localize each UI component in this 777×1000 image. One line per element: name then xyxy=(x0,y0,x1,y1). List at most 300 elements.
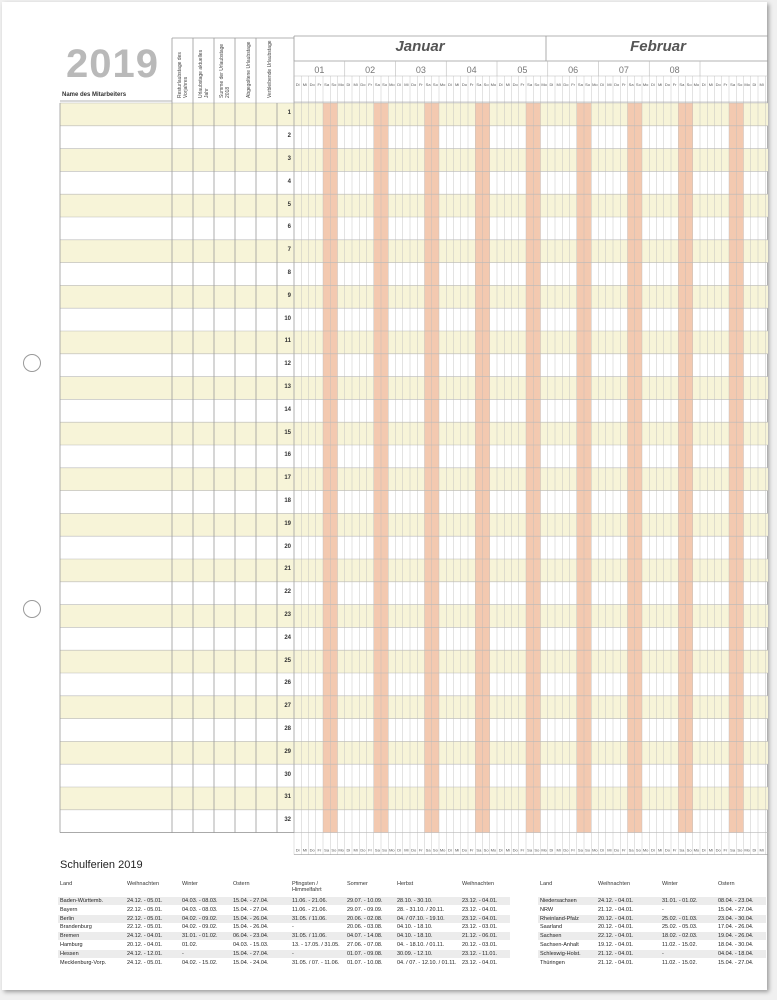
table-cell: 20.12. - 03.01. xyxy=(462,942,498,948)
table-cell: 23.12. - 11.01. xyxy=(462,950,498,957)
row-number: 4 xyxy=(287,178,291,185)
day-label: Mi xyxy=(302,82,307,87)
table-cell: 13. - 17.05. / 31.05. xyxy=(292,942,340,948)
day-label: Mi xyxy=(708,847,713,853)
day-label: Sa xyxy=(679,82,685,87)
day-label: So xyxy=(585,847,591,853)
day-label: So xyxy=(382,847,388,853)
day-label: Fr xyxy=(368,847,373,853)
schulferien-header: Ostern xyxy=(233,881,250,887)
row-band xyxy=(60,149,768,172)
week-number: 01 xyxy=(314,65,325,75)
row-number: 2 xyxy=(287,133,291,140)
week-number: 02 xyxy=(365,65,376,75)
day-label: So xyxy=(686,82,692,87)
day-label: Fr xyxy=(723,82,728,87)
table-cell: 22.12. - 05.01. xyxy=(127,915,163,922)
day-label: Fr xyxy=(571,82,576,87)
day-label: Do xyxy=(614,847,620,853)
day-label: Di xyxy=(752,82,757,87)
table-cell: 24.12. - 05.01. xyxy=(127,898,163,904)
table-cell: - xyxy=(292,950,294,957)
table-cell: 20.12. - 04.01. xyxy=(598,915,634,922)
day-label: Fr xyxy=(621,847,626,853)
day-label: Do xyxy=(664,82,670,87)
schulferien-header: Winter xyxy=(182,881,198,887)
day-label: Mo xyxy=(744,847,750,853)
day-label: Mi xyxy=(759,847,764,853)
row-number: 1 xyxy=(287,110,291,117)
day-label: Sa xyxy=(628,82,634,87)
row-band xyxy=(60,741,768,764)
row-number: 17 xyxy=(284,475,291,482)
table-cell: Bremen xyxy=(60,933,80,940)
row-band xyxy=(60,559,768,582)
day-label: Mi xyxy=(353,847,358,853)
day-label: Do xyxy=(715,847,721,853)
table-cell: 04.03. - 08.03. xyxy=(182,898,218,904)
day-label: Do xyxy=(360,847,366,853)
day-label: Sa xyxy=(730,847,736,853)
table-row-band xyxy=(58,932,510,940)
day-label: Sa xyxy=(374,847,380,853)
table-cell: 15.04. - 26.04. xyxy=(233,915,269,922)
day-label: So xyxy=(635,82,641,87)
day-label: Mo xyxy=(642,847,649,853)
day-label: So xyxy=(382,82,388,87)
row-number: 30 xyxy=(284,771,291,778)
day-label: Di xyxy=(701,847,706,853)
day-label: Fr xyxy=(723,847,728,853)
table-cell: 15.04. - 27.04. xyxy=(718,906,754,913)
table-cell: 20.12. - 04.01. xyxy=(598,924,634,931)
row-number: 24 xyxy=(284,634,291,641)
day-label: Do xyxy=(563,847,569,853)
schulferien-header: Winter xyxy=(662,881,678,887)
day-label: Sa xyxy=(476,82,482,87)
day-label: Do xyxy=(512,847,518,853)
table-cell: 25.02. - 05.03. xyxy=(662,924,698,931)
day-label: Fr xyxy=(469,847,474,853)
table-cell: 24.12. - 04.01. xyxy=(127,933,163,940)
row-number: 20 xyxy=(284,543,291,550)
row-number: 27 xyxy=(284,703,291,710)
day-label: Do xyxy=(411,847,417,853)
table-cell: 24.12. - 12.01. xyxy=(127,950,163,957)
table-cell: Saarland xyxy=(540,924,563,931)
table-cell: 22.12. - 05.01. xyxy=(127,924,163,931)
table-cell: Hamburg xyxy=(60,942,83,948)
header-abgegoltene: Abgegoltene Urlaubstage xyxy=(246,41,252,98)
day-label: So xyxy=(483,82,489,87)
table-cell: 23.12. - 03.01. xyxy=(462,924,498,931)
day-label: Fr xyxy=(418,847,423,853)
day-label: Sa xyxy=(425,847,431,853)
table-cell: 17.04. - 26.04. xyxy=(718,924,754,931)
table-cell: 29.07. - 10.09. xyxy=(347,898,383,904)
row-band xyxy=(60,103,768,126)
table-cell: 04. / 07.10. - 19.10. xyxy=(397,915,445,922)
day-label: Fr xyxy=(418,82,423,87)
day-label: Mo xyxy=(541,82,547,87)
table-cell: 01.02. xyxy=(182,942,198,948)
day-label: Mi xyxy=(759,82,764,87)
table-cell: 24.12. - 04.01. xyxy=(598,898,634,904)
week-number: 05 xyxy=(517,65,528,75)
day-label: Di xyxy=(701,82,706,87)
day-label: Do xyxy=(309,847,315,853)
day-label: Do xyxy=(715,82,721,87)
table-cell: Berlin xyxy=(60,915,75,922)
row-number: 5 xyxy=(287,201,291,208)
table-cell: Baden-Württemb. xyxy=(60,898,104,904)
week-number: 04 xyxy=(466,65,477,75)
day-label: Mo xyxy=(490,82,497,87)
month-februar: Februar xyxy=(630,38,686,55)
day-label: So xyxy=(483,847,489,853)
day-label: So xyxy=(432,847,438,853)
day-label: So xyxy=(331,82,337,87)
table-cell: 19.12. - 04.01. xyxy=(598,942,634,948)
table-cell: Brandenburg xyxy=(60,924,92,931)
table-cell: - xyxy=(662,950,664,957)
table-row-band xyxy=(58,950,510,958)
day-label: Di xyxy=(650,82,655,87)
schulferien-header: Land xyxy=(60,881,73,887)
day-label: Mo xyxy=(693,847,700,853)
day-label: Mi xyxy=(658,847,663,853)
table-cell: 21.12. - 04.01. xyxy=(598,906,634,913)
table-cell: Schleswig-Holst. xyxy=(540,950,581,957)
day-label: Mo xyxy=(642,82,649,87)
day-label: Sa xyxy=(577,82,583,87)
table-cell: Sachsen xyxy=(540,933,562,940)
row-number: 6 xyxy=(287,224,291,231)
day-label: Di xyxy=(600,82,605,87)
row-number: 13 xyxy=(284,384,291,390)
day-label: Sa xyxy=(577,847,583,853)
day-label: Mo xyxy=(592,82,598,87)
day-label: Di xyxy=(346,847,351,853)
day-label: Sa xyxy=(527,82,533,87)
row-band xyxy=(60,468,768,491)
table-cell: 04.02. - 09.02. xyxy=(182,915,218,922)
day-label: Mo xyxy=(389,82,395,87)
day-label: Di xyxy=(447,847,452,853)
table-cell: 04.02. - 09.02. xyxy=(182,924,218,931)
day-label: Di xyxy=(498,847,503,853)
table-cell: 15.04. - 27.04. xyxy=(233,906,269,913)
schulferien-header: Herbst xyxy=(397,881,414,887)
row-number: 31 xyxy=(284,794,291,801)
table-cell: 04. - 18.10. / 01.11. xyxy=(397,942,445,948)
day-label: Sa xyxy=(324,847,330,853)
day-label: Mi xyxy=(708,82,713,87)
table-cell: 15.04. - 27.04. xyxy=(718,959,754,966)
table-cell: 11.06. - 21.06. xyxy=(292,898,328,904)
table-cell: - xyxy=(662,906,664,913)
row-band xyxy=(60,696,768,719)
day-label: Mo xyxy=(490,847,497,853)
table-cell: 31.05. / 11.06. xyxy=(292,933,327,940)
day-label: Do xyxy=(512,82,518,87)
day-label: Mi xyxy=(302,847,307,853)
day-label: Do xyxy=(461,82,467,87)
table-cell: Sachsen-Anhalt xyxy=(540,942,579,948)
day-label: Mi xyxy=(404,847,409,853)
schulferien-header: Pfingsten / Himmelfahrt xyxy=(292,881,322,893)
row-band xyxy=(60,194,768,217)
table-cell: 15.04. - 27.04. xyxy=(233,950,269,957)
day-label: Fr xyxy=(520,82,525,87)
table-cell: Hessen xyxy=(60,950,79,957)
table-cell: 01.07. - 09.08. xyxy=(347,950,383,957)
table-cell: 23.12. - 04.01. xyxy=(462,898,498,904)
table-cell: 15.04. - 27.04. xyxy=(233,898,269,904)
table-cell: 01.07. - 10.08. xyxy=(347,959,383,966)
day-label: Mo xyxy=(693,82,700,87)
day-label: So xyxy=(331,847,337,853)
day-label: Do xyxy=(411,82,417,87)
table-cell: 11.02. - 15.02. xyxy=(662,959,698,966)
day-label: Fr xyxy=(317,847,322,853)
row-number: 12 xyxy=(284,361,291,368)
day-label: Mo xyxy=(439,82,446,87)
row-number: 10 xyxy=(284,315,291,322)
row-band xyxy=(60,422,768,445)
table-cell: 04.10. - 18.10. xyxy=(397,924,433,931)
table-cell: 23.12. - 04.01. xyxy=(462,906,498,913)
table-cell: 20.12. - 04.01. xyxy=(127,942,163,948)
day-label: Di xyxy=(397,847,402,853)
table-cell: 21.12. - 04.01. xyxy=(598,950,634,957)
month-januar: Januar xyxy=(395,38,445,55)
day-label: Mo xyxy=(541,847,547,853)
row-band xyxy=(60,240,768,263)
day-label: Mi xyxy=(556,82,561,87)
day-label: Sa xyxy=(527,847,533,853)
day-label: Di xyxy=(498,82,503,87)
table-cell: 25.02. - 01.03. xyxy=(662,915,698,922)
table-cell: 23.12. - 04.01. xyxy=(462,959,498,966)
schulferien-header: Land xyxy=(540,881,553,887)
day-label: So xyxy=(534,847,540,853)
table-cell: 28.10. - 30.10. xyxy=(397,898,433,904)
table-cell: 19.04. - 26.04. xyxy=(718,933,754,940)
row-number: 21 xyxy=(284,566,291,573)
row-number: 28 xyxy=(284,726,291,732)
table-cell: 23.04. - 30.04. xyxy=(718,915,754,922)
day-label: Mi xyxy=(404,82,409,87)
day-label: Fr xyxy=(621,82,626,87)
schulferien-title: Schulferien 2019 xyxy=(60,859,143,871)
table-cell: 04.02. - 15.02. xyxy=(182,959,218,966)
day-label: Fr xyxy=(317,82,322,87)
table-cell: 27.06. - 07.08. xyxy=(347,942,383,948)
table-cell: NRW xyxy=(540,906,554,913)
row-number: 11 xyxy=(284,338,291,345)
day-label: Mi xyxy=(505,847,510,853)
day-label: Fr xyxy=(672,847,677,853)
row-number: 25 xyxy=(284,657,291,664)
day-label: Sa xyxy=(730,82,736,87)
row-band xyxy=(60,285,768,308)
day-label: Di xyxy=(397,82,402,87)
table-row-band xyxy=(58,897,510,905)
table-cell: 21.12. - 04.01. xyxy=(598,959,634,966)
schulferien-header: Sommer xyxy=(347,881,368,887)
table-cell: 22.12. - 04.01. xyxy=(598,933,634,940)
table-cell: 20.06. - 02.08. xyxy=(347,915,383,922)
row-number: 3 xyxy=(287,156,291,162)
day-label: Sa xyxy=(628,847,634,853)
table-cell: - xyxy=(182,950,184,957)
day-label: Mo xyxy=(338,82,344,87)
day-label: So xyxy=(737,82,743,87)
table-cell: 24.12. - 05.01. xyxy=(127,959,163,966)
table-cell: Rheinland-Pfalz xyxy=(540,915,579,922)
day-label: Do xyxy=(360,82,366,87)
day-label: Mi xyxy=(455,847,460,853)
day-label: Mi xyxy=(505,82,510,87)
table-cell: 31.01. - 01.02. xyxy=(182,933,218,940)
table-cell: 18.04. - 30.04. xyxy=(718,942,754,948)
row-band xyxy=(60,513,768,536)
table-cell: 30.09. - 12.10. xyxy=(397,950,433,957)
day-label: Fr xyxy=(368,82,373,87)
table-cell: 29.07. - 09.09. xyxy=(347,906,383,913)
schulferien-header: Weihnachten xyxy=(127,881,160,887)
table-cell: 04.07. - 14.08. xyxy=(347,933,383,940)
day-label: Di xyxy=(650,847,655,853)
table-cell: 04.03. - 15.03. xyxy=(233,942,269,948)
table-cell: 28. - 31.10. / 20.11. xyxy=(397,906,445,913)
row-number: 8 xyxy=(287,270,291,276)
day-label: Mi xyxy=(607,82,612,87)
table-cell: 15.04. - 26.04. xyxy=(233,924,269,931)
table-cell: 31.05. / 07. - 11.06. xyxy=(292,959,340,966)
day-label: So xyxy=(534,82,540,87)
row-band xyxy=(60,377,768,400)
row-number: 9 xyxy=(287,292,291,299)
week-number: 07 xyxy=(618,65,629,75)
header-urlaubstage-aktuell: Urlaubstage aktuelles Jahr xyxy=(198,49,210,98)
table-cell: - xyxy=(292,924,294,931)
day-label: Sa xyxy=(425,82,431,87)
table-cell: 15.04. - 24.04. xyxy=(233,959,269,966)
day-label: Di xyxy=(600,847,605,853)
table-cell: 11.02. - 15.02. xyxy=(662,942,698,948)
table-cell: 22.12. - 05.01. xyxy=(127,906,163,913)
day-label: Fr xyxy=(520,847,525,853)
table-cell: 18.02. - 02.03. xyxy=(662,933,698,940)
schulferien-header: Weihnachten xyxy=(598,881,631,887)
day-label: Mo xyxy=(338,847,344,853)
table-cell: 06.04. - 23.04. xyxy=(233,933,269,940)
row-number: 16 xyxy=(284,452,291,459)
row-band xyxy=(60,787,768,810)
table-cell: 04. / 07. - 12.10. / 01.11. xyxy=(397,959,457,966)
day-label: Fr xyxy=(571,847,576,853)
schulferien-header: Ostern xyxy=(718,881,735,887)
day-label: Sa xyxy=(476,847,482,853)
table-cell: 04.10. - 18.10. xyxy=(397,933,433,940)
schulferien-header: Weihnachten xyxy=(462,881,495,887)
day-label: Di xyxy=(447,82,452,87)
header-summe-urlaubstage: Summe der Urlaubstage 2018 xyxy=(219,43,231,98)
row-band xyxy=(60,650,768,673)
row-number: 29 xyxy=(284,748,291,755)
day-label: Do xyxy=(309,82,315,87)
day-label: Mo xyxy=(592,847,598,853)
week-number: 03 xyxy=(415,65,426,75)
day-label: Do xyxy=(614,82,620,87)
day-label: Mi xyxy=(556,847,561,853)
day-label: Fr xyxy=(672,82,677,87)
row-number: 18 xyxy=(284,498,291,504)
day-label: Mi xyxy=(455,82,460,87)
table-cell: 04.03. - 08.03. xyxy=(182,906,218,913)
table-cell: 20.06. - 03.08. xyxy=(347,924,383,931)
header-resturlaub: Resturlaubstage des Vorjahres xyxy=(177,52,189,98)
day-label: So xyxy=(686,847,692,853)
row-number: 14 xyxy=(284,406,291,413)
day-label: Mi xyxy=(607,847,612,853)
table-cell: 11.06. - 21.06. xyxy=(292,906,328,913)
table-cell: 23.12. - 04.01. xyxy=(462,915,498,922)
row-number: 26 xyxy=(284,680,291,687)
table-cell: 21.12. - 06.01. xyxy=(462,933,498,940)
table-cell: 04.04. - 18.04. xyxy=(718,950,754,957)
day-label: So xyxy=(737,847,743,853)
row-number: 32 xyxy=(284,817,291,824)
table-cell: 08.04. - 23.04. xyxy=(718,898,754,904)
header-verbleibende: Verbleibende Urlaubstage xyxy=(267,40,273,98)
row-number: 23 xyxy=(284,612,291,618)
day-label: Di xyxy=(295,82,300,87)
table-cell: Niedersachsen xyxy=(540,898,577,904)
day-label: Do xyxy=(461,847,467,853)
row-number: 15 xyxy=(284,429,291,436)
day-label: Mo xyxy=(389,847,395,853)
day-label: Fr xyxy=(469,82,474,87)
day-label: Do xyxy=(563,82,569,87)
day-label: Mo xyxy=(439,847,446,853)
table-cell: Thüringen xyxy=(540,959,565,966)
day-label: Di xyxy=(346,82,351,87)
day-label: Sa xyxy=(374,82,380,87)
day-label: Mo xyxy=(744,82,750,87)
week-number: 08 xyxy=(669,65,680,75)
row-number: 19 xyxy=(284,520,291,527)
day-label: Mi xyxy=(658,82,663,87)
table-cell: 31.01. - 01.02. xyxy=(662,898,698,904)
day-label: Di xyxy=(549,847,554,853)
row-band xyxy=(60,331,768,354)
table-cell: Bayern xyxy=(60,906,78,913)
day-label: Di xyxy=(295,847,300,853)
table-cell: 31.05. / 11.06. xyxy=(292,915,327,922)
day-label: Sa xyxy=(679,847,685,853)
day-label: So xyxy=(635,847,641,853)
row-band xyxy=(60,605,768,628)
day-label: Di xyxy=(549,82,554,87)
day-label: So xyxy=(432,82,438,87)
year-title: 2019 xyxy=(66,42,159,86)
day-label: Do xyxy=(664,847,670,853)
row-number: 7 xyxy=(287,247,291,254)
day-label: Mi xyxy=(353,82,358,87)
